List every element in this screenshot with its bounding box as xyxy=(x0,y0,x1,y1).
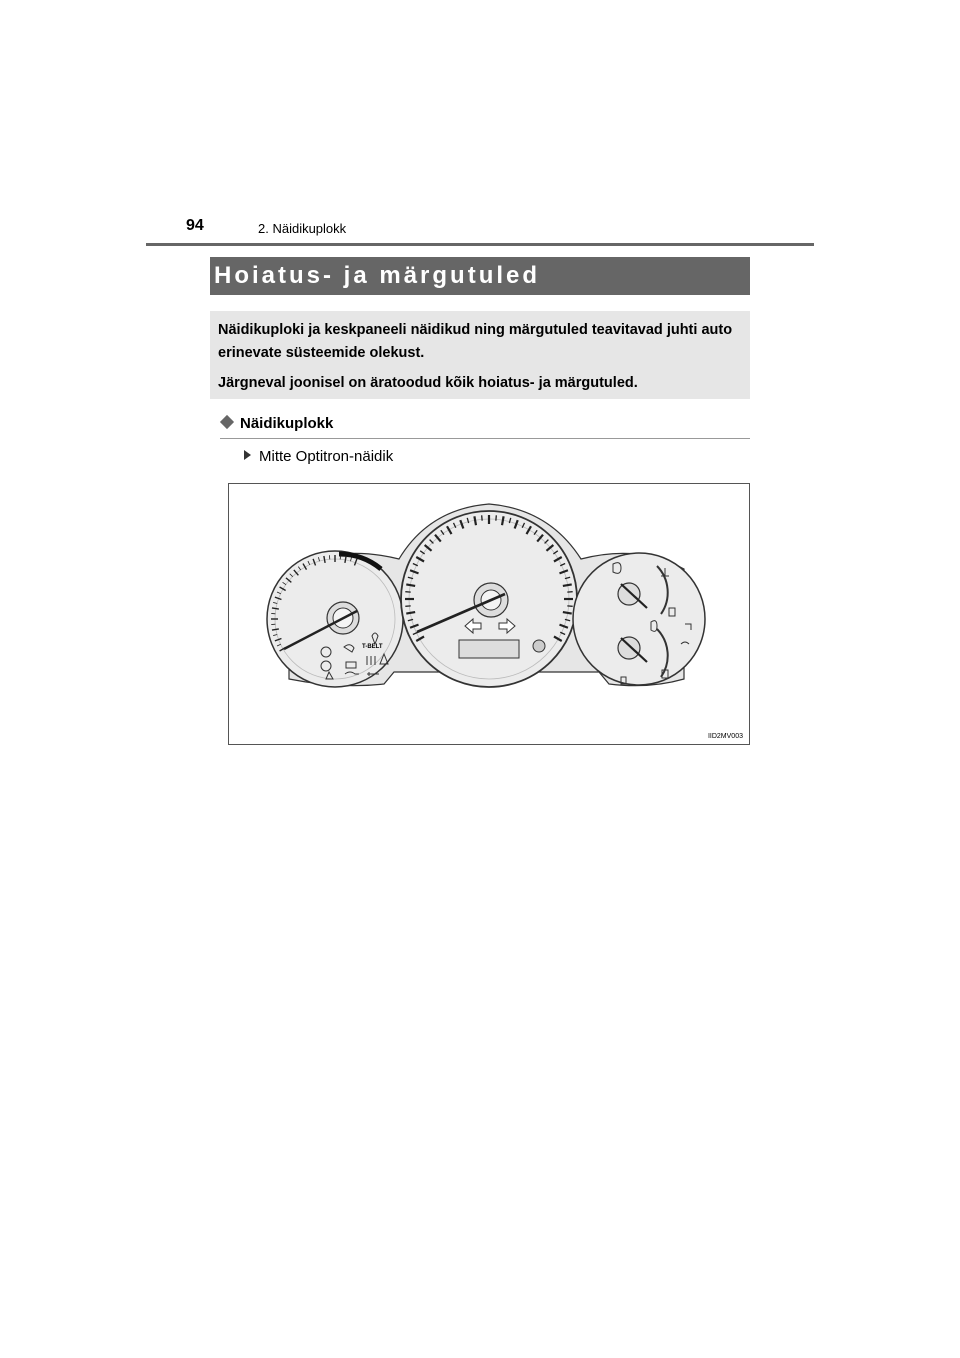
intro-line-1: Näidikuploki ja keskpaneeli näidikud ning märgutuled teavitavad juhti auto erinevate süsteemide olekust. xyxy=(218,322,733,361)
sub-item-label: Mitte Optitron-näidik xyxy=(259,448,394,465)
diamond-bullet-icon xyxy=(220,415,234,429)
gauge-tick xyxy=(406,584,415,586)
subsection-title: Näidikuplokk xyxy=(240,415,334,432)
tbelt-label: T-BELT xyxy=(362,644,383,650)
page-number: 94 xyxy=(186,217,204,234)
sub-item xyxy=(244,448,393,465)
odometer-display xyxy=(459,640,519,658)
header-rule xyxy=(146,243,814,246)
gauge-tick xyxy=(406,612,415,614)
intro-box xyxy=(210,311,750,399)
triangle-bullet-icon xyxy=(244,450,251,460)
chapter-title: 2. Näidikuplokk xyxy=(258,221,347,236)
subsection-heading xyxy=(220,415,750,439)
intro-line-2: Järgneval joonisel on äratoodud kõik hoiatus- ja märgutuled. xyxy=(218,375,638,391)
fuel-temp-dial xyxy=(573,553,705,685)
trip-reset-knob xyxy=(533,640,545,652)
section-title: Hoiatus- ja märgutuled xyxy=(210,257,750,295)
instrument-cluster-drawing xyxy=(229,484,749,744)
instrument-cluster-figure xyxy=(228,483,750,745)
gauge-tick xyxy=(563,584,572,586)
gauge-tick xyxy=(502,516,504,525)
gauge-tick xyxy=(563,612,572,614)
gauge-tick xyxy=(474,516,476,525)
figure-id: IID2MV003 xyxy=(707,733,743,740)
